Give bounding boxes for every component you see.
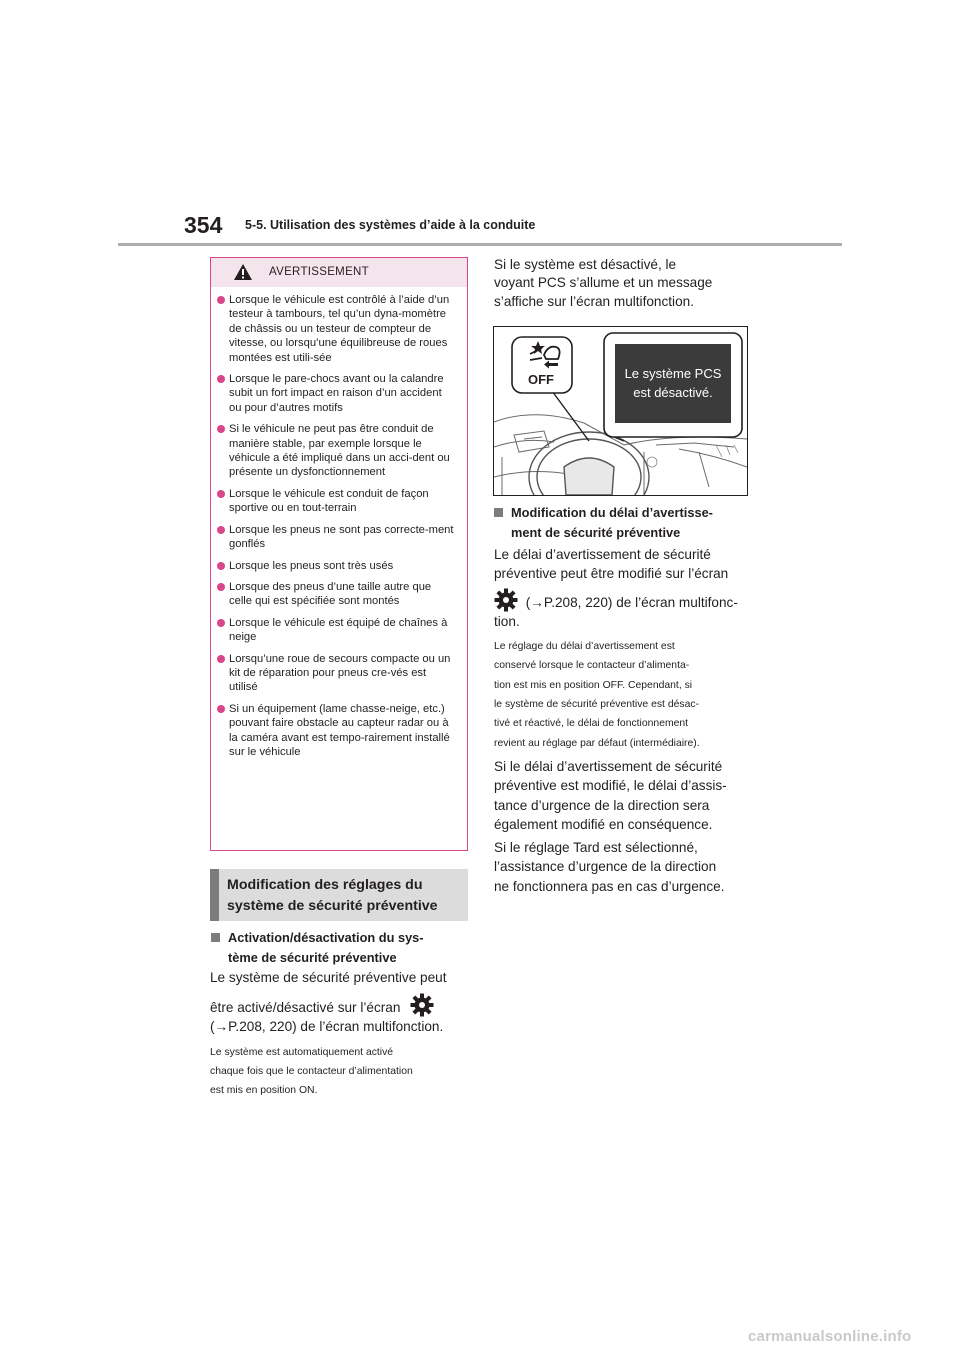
warning-item: Lorsque le véhicule est contrôlé à l’aide d’un testeur à tambours, tel qu’un dyna-momètre de châssis ou un testeur de compteur de vitesse, ou lorsqu’une équilibreuse de roues montées est utili-sée: [217, 293, 457, 365]
note-line: Le système est automatiquement activé: [210, 1047, 394, 1058]
warning-item: Lorsque le véhicule est conduit de façon sportive ou en tout-terrain: [217, 487, 457, 516]
settings-gear-icon: [410, 993, 434, 1017]
paragraph-line: tion.: [494, 614, 520, 629]
square-bullet-icon: [211, 933, 220, 942]
paragraph-line: (→P.208, 220) de l’écran multifonc-: [494, 593, 738, 613]
dashboard-illustration: [494, 327, 747, 495]
warning-item: Lorsque le pare-chocs avant ou la calandre subit un fort impact en raison d’un accident ou pour d’autres motifs: [217, 372, 457, 415]
paragraph-line: préventive est modifié, le délai d’assis-: [494, 778, 727, 793]
note-line: Le réglage du délai d’avertissement est: [494, 641, 675, 652]
bullet-icon: [217, 296, 225, 304]
warning-header: [211, 258, 467, 287]
settings-gear-icon: [494, 588, 518, 612]
paragraph-line: préventive peut être modifié sur l’écran: [494, 566, 729, 581]
warning-box: [210, 257, 468, 851]
paragraph-line: Si le réglage Tard est sélectionné,: [494, 840, 698, 855]
figure-message-line2: est désactivé.: [633, 385, 713, 400]
paragraph-line: l’assistance d’urgence de la direction: [494, 859, 717, 874]
figure-off-label: OFF: [528, 372, 554, 387]
warning-item: Si un équipement (lame chasse-neige, etc.) pouvant faire obstacle au capteur radar ou à la caméra avant est tempo-rairement installé sur le véhicule: [217, 702, 457, 760]
warning-item: Lorsque les pneus ne sont pas correcte-ment gonflés: [217, 523, 457, 552]
section-title: 5-5. Utilisation des systèmes d’aide à la conduite: [245, 218, 536, 232]
paragraph-line: Le délai d’avertissement de sécurité: [494, 547, 711, 562]
note-line: revient au réglage par défaut (intermédiaire).: [494, 738, 700, 749]
bullet-icon: [217, 526, 225, 534]
note-line: est mis en position ON.: [210, 1085, 318, 1096]
paragraph-line: également modifié en conséquence.: [494, 817, 713, 832]
bullet-icon: [217, 490, 225, 498]
warning-triangle-icon: [233, 263, 253, 281]
warning-item: Lorsqu’une roue de secours compacte ou un kit de réparation pour pneus cre-vés est utilisé: [217, 652, 457, 695]
paragraph-line: s’affiche sur l’écran multifonction.: [494, 294, 694, 309]
bullet-icon: [217, 619, 225, 627]
warning-list: [211, 287, 467, 759]
paragraph-line: voyant PCS s’allume et un message: [494, 275, 713, 290]
subheading-delay: Modification du délai d’avertisse- ment de sécurité préventive: [494, 503, 754, 543]
page-number: 354: [184, 212, 223, 238]
square-bullet-icon: [494, 508, 503, 517]
note-line: tion est mis en position OFF. Cependant, si: [494, 680, 693, 691]
paragraph-line: Le système de sécurité préventive peut: [210, 970, 447, 985]
paragraph-line: tance d’urgence de la direction sera: [494, 798, 710, 813]
bullet-icon: [217, 562, 225, 570]
bullet-icon: [217, 583, 225, 591]
note-line: conservé lorsque le contacteur d’alimenta-: [494, 660, 690, 671]
header-divider: [118, 243, 842, 246]
subheading-activation: Activation/désactivation du sys- tème de sécurité préventive: [211, 928, 469, 968]
warning-item: Si le véhicule ne peut pas être conduit de manière stable, par exemple lorsque le véhicule a été impliqué dans un acci-dent ou présente un dysfonctionnement: [217, 422, 457, 480]
watermark: carmanualsonline.info: [748, 1328, 912, 1345]
paragraph-line: ne fonctionnera pas en cas d’urgence.: [494, 879, 725, 894]
note-line: tivé et réactivé, le délai de fonctionnement: [494, 718, 689, 729]
bullet-icon: [217, 375, 225, 383]
paragraph-line: (→P.208, 220) de l’écran multifonction.: [210, 1019, 444, 1034]
section-heading: Modification des réglages du système de sécurité préventive: [210, 869, 468, 921]
bullet-icon: [217, 425, 225, 433]
note-line: chaque fois que le contacteur d’alimentation: [210, 1066, 413, 1077]
warning-item: Lorsque des pneus d’une taille autre que celle qui est spécifiée sont montés: [217, 580, 457, 609]
warning-item: Lorsque les pneus sont très usés: [217, 559, 457, 573]
warning-title: AVERTISSEMENT: [269, 266, 369, 278]
figure-message-line1: Le système PCS: [624, 366, 722, 381]
paragraph-line: Si le délai d’avertissement de sécurité: [494, 759, 723, 774]
warning-item: Lorsque le véhicule est équipé de chaînes à neige: [217, 616, 457, 645]
dashboard-figure: [493, 326, 748, 496]
note-line: le système de sécurité préventive est désac-: [494, 699, 700, 710]
paragraph-line: être activé/désactivé sur l’écran: [210, 998, 434, 1018]
bullet-icon: [217, 655, 225, 663]
paragraph-line: Si le système est désactivé, le: [494, 257, 677, 272]
bullet-icon: [217, 705, 225, 713]
